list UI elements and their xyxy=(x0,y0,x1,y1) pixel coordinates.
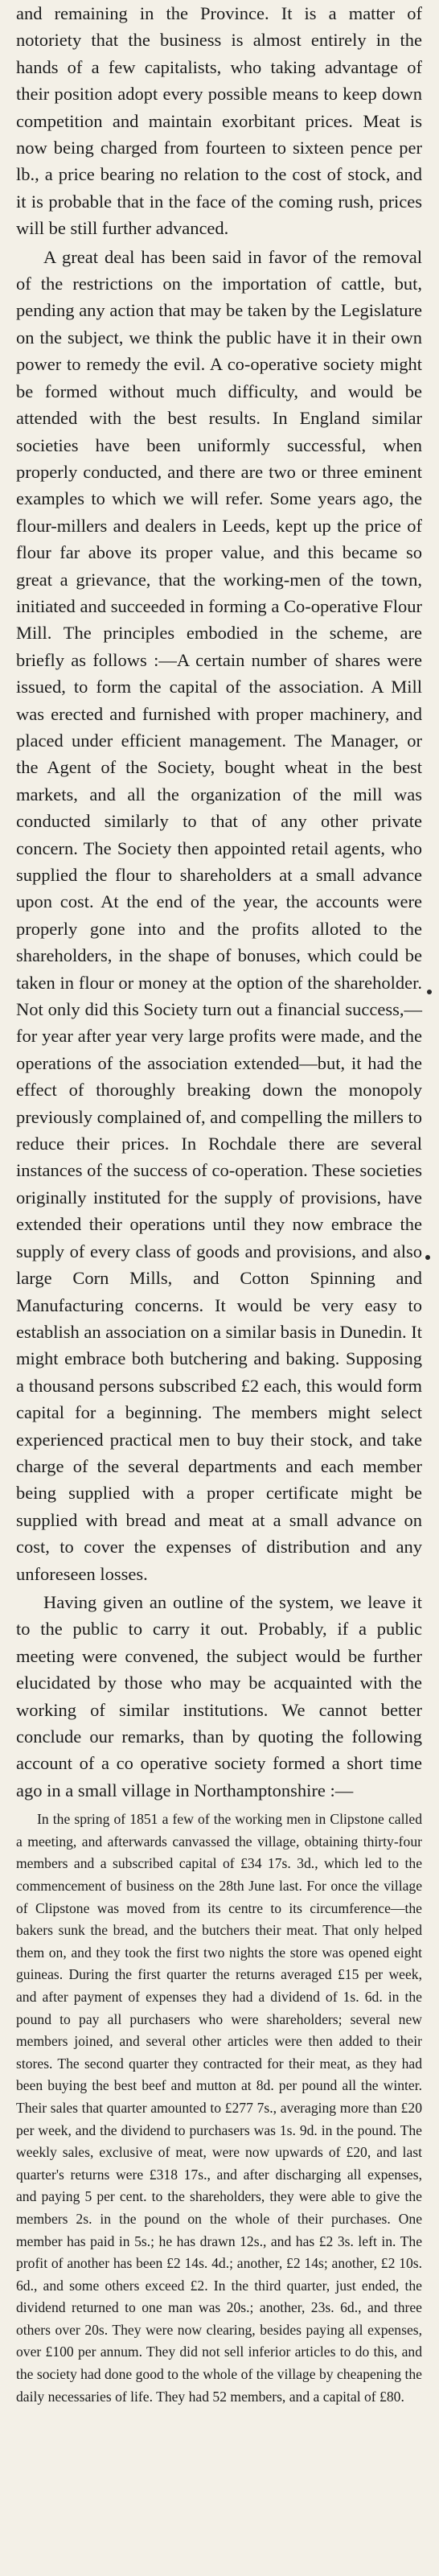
editorial-body xyxy=(16,0,422,1804)
article-column xyxy=(16,0,422,2560)
paragraph-meat-prices: and remaining in the Province. It is a matter of notoriety that the business is almost entirely in the hands of a few capitalists, who taking advantage of their position adopt every possible means to keep down competition and maintain exorbitant prices. Meat is now being charged from fourteen to sixteen pence per lb., a price bearing no relation to the cost of stock, and it is probable that in the face of the coming rush, prices will be still further advanced. xyxy=(16,3,422,239)
print-speck xyxy=(427,990,432,994)
print-speck xyxy=(425,1255,430,1260)
paragraph-conclusion: Having given an outline of the system, we leave it to the public to carry it out. Probably, if a public meeting were convened, the subject would be further elucidated by those who may be acquainted with the working of similar institutions. We cannot better conclude our remarks, than by quoting the following account of a co operative society formed a short time ago in a small village in Northamptonshire :— xyxy=(16,1591,422,1800)
paragraph-cooperative-society: A great deal has been said in favor of the removal of the restrictions on the importation of cattle, but, pending any action that may be taken by the Legislature on the subject, we think the public have it in their own power to remedy the evil. A co-operative society might be formed without much difficulty, and would be attended with the best results. In England similar societies have been uniformly successful, when properly conducted, and there are two or three eminent examples to which we will refer. Some years ago, the flour-millers and dealers in Leeds, kept up the price of flour far above its proper value, and this became so great a grievance, that the working-men of the town, initiated and succeeded in forming a Co-operative Flour Mill. The principles embodied in the scheme, are briefly as follows :—A certain number of shares were issued, to form the capital of the association. A Mill was erected and furnished with proper machinery, and placed under efficient management. The Manager, or the Agent of the Society, bought wheat in the best markets, and all the organization of the mill was conducted similarly to that of any other private concern. The Society then appointed retail agents, who supplied the flour to shareholders at a small advance upon cost. At the end of the year, the accounts were properly gone into and the profits alloted to the shareholders, in the shape of bonuses, which could be taken in flour or money at the option of the shareholder. Not only did this Society turn out a financial success,—for year after year very large profits were made, and the operations of the association extended—but, it had the effect of thoroughly breaking down the monopoly previously complained of, and compelling the millers to reduce their prices. In Rochdale there are several instances of the success of co-operation. These societies originally instituted for the supply of provisions, have extended their operations until they now embrace the supply of every class of goods and provisions, and also large Corn Mills, and Cotton Spinning and Manufacturing concerns. It would be very easy to establish an association on a similar basis in Dunedin. It might embrace both butchering and baking. Supposing a thousand persons subscribed £2 each, this would form capital for a beginning. The members might select experienced practical men to buy their stock, and take charge of the several departments and each member being supplied with a proper certificate might be supplied with bread and meat at a small advance on cost, to cover the expenses of distribution and any unforeseen losses. xyxy=(16,246,422,1584)
quoted-account xyxy=(16,1809,422,2560)
clipstone-quotation: In the spring of 1851 a few of the working men in Clipstone called a meeting, and afterwards canvassed the village, obtaining thirty-four members and a subscribed capital of £34 17s. 3d., which led to the commencement of business on the 28th June last. For once the village of Clipstone was moved from its centre to its circumference—the bakers sunk the bread, and the butchers their meat. That only helped them on, and they took the first two nights the store was opened eight guineas. During the first quarter the returns averaged £15 per week, and after payment of expenses they had a dividend of 1s. 6d. in the pound to pay all purchasers who were shareholders; several new members joined, and several other articles were then added to their stores. The second quarter they contracted for their meat, as they had been buying the best beef and mutton at 8d. per pound all the winter. Their sales that quarter amounted to £277 7s., averaging more than £20 per week, and the dividend to purchasers was 1s. 9d. in the pound. The weekly sales, exclusive of meat, were now upwards of £20, and last quarter's returns were £318 17s., and after discharging all expenses, and paying 5 per cent. to the shareholders, they were able to give the members 2s. in the pound on the whole of their purchases. One member has paid in 5s.; he has drawn 12s., and has £2 3s. left in. The profit of another has been £2 14s. 4d.; another, £2 14s; another, £2 10s. 6d., and some others exceed £2. In the third quarter, just ended, the dividend returned to one man was 20s.; another, 23s. 6d., and three others over 20s. They were now clearing, besides paying all expenses, over £100 per annum. They did not sell inferior articles to do this, and the society had done good to the whole of the village by cheapening the daily necessaries of life. They had 52 members, and a capital of £80. xyxy=(16,1811,422,2405)
